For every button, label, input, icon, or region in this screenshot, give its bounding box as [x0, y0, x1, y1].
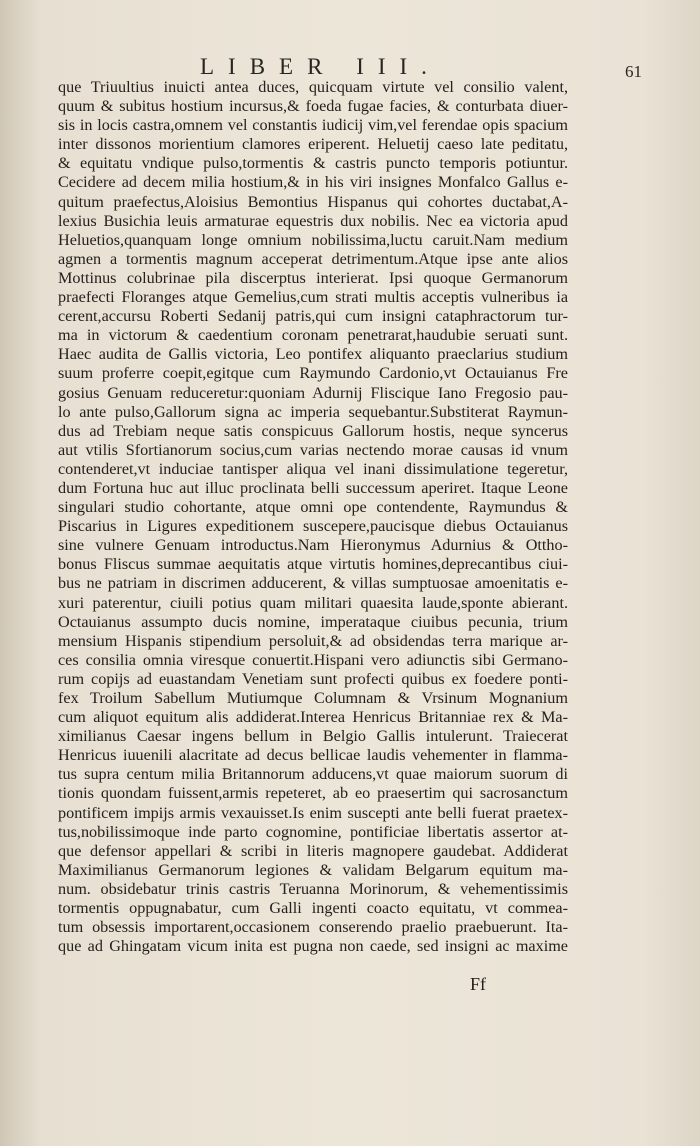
- text-line: Piscarius in Ligures expeditionem suscepere,paucisque diebus Octauianus: [58, 517, 568, 536]
- text-line: Heluetios,quanquam longe omnium nobilissima,luctu caruit.Nam medium: [58, 230, 568, 249]
- text-line: que Triuultius inuicti antea duces, quicquam virtute vel consilio valent,: [58, 78, 568, 96]
- text-line: dum Fortuna huc aut illuc proclinata belli successum aperiret. Itaque Leone: [58, 478, 568, 497]
- text-line: inter dissonos morientium clamores eriperent. Heluetij caeso late peditatu,: [58, 135, 568, 154]
- text-line: & equitatu vndique pulso,tormentis & castris puncto temporis potiuntur.: [58, 154, 568, 173]
- text-line: gosius Genuam reduceretur:quoniam Adurnij Fliscique Iano Fregosio pau-: [58, 383, 568, 402]
- text-line: mensium Hispanis stipendium persoluit,& ad obsidendas terra marique ar-: [58, 631, 568, 650]
- text-line: praefecti Floranges atque Gemelius,cum strati multis acceptis vulneribus ia: [58, 288, 568, 307]
- text-line: Maximilianus Germanorum legiones & validam Belgarum equitum ma-: [58, 860, 568, 879]
- text-line: Henricus iuuenili alacritate ad decus bellicae laudis vehementer in flamma-: [58, 746, 568, 765]
- text-line: cerent,accursu Roberti Sedanij patris,qui cum insigni cataphractorum tur-: [58, 307, 568, 326]
- text-line: bus ne patriam in discrimen adducerent, & villas sumptuosae amoenitatis e-: [58, 574, 568, 593]
- text-line: lexius Busichia leuis armaturae equestris dux nobilis. Nec ea victoria apud: [58, 211, 568, 230]
- running-head: LIBER III.: [200, 54, 441, 79]
- page-number: 61: [625, 62, 642, 81]
- text-line: fex Troilum Sabellum Mutiumque Columnam & Vrsinum Mognanium: [58, 689, 568, 707]
- text-line: que ad Ghingatam vicum inita est pugna non caede, sed insigni ac maxime: [58, 937, 568, 956]
- text-line: agmen a tormentis magnum acceperat detrimentum.Atque ipse ante alios: [58, 249, 568, 268]
- text-line: tum obsessis importarent,occasionem conserendo praelio praebuerunt. Ita-: [58, 918, 568, 937]
- text-line: ximilianus Caesar ingens bellum in Belgio Gallis intulerunt. Traiecerat: [58, 727, 568, 746]
- text-line: Mottinus colubrinae pila discerptus interierat. Ipsi quoque Germanorum: [58, 268, 568, 287]
- text-line: quum & subitus hostium incursus,& foeda fugae facies, & conturbata diuer-: [58, 97, 568, 116]
- body-text: [58, 78, 568, 956]
- text-line: aut vtilis Sfortianorum socius,cum varias nectendo morae causas id vnum: [58, 440, 568, 459]
- text-line: sis in locis castra,omnem vel constantis iudicij vim,vel ferendae opis spacium: [58, 116, 568, 135]
- text-line: bonus Fliscus summae aequitatis atque virtutis homines,deprecantibus ciui-: [58, 555, 568, 574]
- text-line: que defensor appellari & scribi in literis magnopere gaudebat. Addiderat: [58, 841, 568, 860]
- text-line: suum proferre coepit,egitque cum Raymundo Cardonio,vt Octauianus Fre: [58, 364, 568, 383]
- text-line: contenderet,vt induciae tantisper aliqua vel inani dissimulatione tegeretur,: [58, 459, 568, 478]
- text-line: cum aliquot equitum alis addiderat.Interea Henricus Britanniae rex & Ma-: [58, 708, 568, 727]
- text-line: pontificem impijs armis vexauisset.Is enim suscepti ante belli fuerat praetex-: [58, 803, 568, 822]
- text-line: ces consilia omnia viresque conuertit.Hispani vero adiunctis sibi Germano-: [58, 650, 568, 669]
- text-line: ma in victorum & caedentium coronam penetrarat,haudubie seruati sunt.: [58, 326, 568, 345]
- text-line: tionis quondam fuissent,armis repeteret, ab eo praesertim qui sacrosanctum: [58, 784, 568, 803]
- text-line: Cecidere ad decem milia hostium,& in his viri insignes Monfalco Gallus e-: [58, 173, 568, 192]
- text-line: num. obsidebatur trinis castris Teruanna Morinorum, & vehementissimis: [58, 879, 568, 898]
- text-line: lo ante pulso,Gallorum signa ac imperia sequebantur.Substiterat Raymun-: [58, 402, 568, 421]
- text-line: singulari studio cohortante, atque omni ope contendente, Raymundus &: [58, 498, 568, 517]
- text-line: rum copijs ad euastandam Venetiam sunt profecti quibus ex foedere ponti-: [58, 669, 568, 688]
- text-line: quitum praefectus,Aloisius Bemontius Hispanus qui cohortes ductabat,A-: [58, 192, 568, 211]
- text-line: tus supra centum milia Britannorum adducens,vt quae maiorum suorum di: [58, 765, 568, 784]
- text-line: tus,nobilissimoque inde parto cognomine, pontificiae libertatis assertor at-: [58, 822, 568, 841]
- text-line: sine vulnere Genuam introductus.Nam Hieronymus Adurnius & Ottho-: [58, 536, 568, 555]
- signature-mark: Ff: [470, 974, 487, 994]
- text-line: dus ad Trebiam neque satis conspicuus Gallorum hostis, neque syncerus: [58, 421, 568, 440]
- text-line: xuri paterentur, ciuili potius quam militari quaesita laude,sponte abierant.: [58, 593, 568, 612]
- text-line: Octauianus assumpto ducis nomine, imperataque ciuibus pecunia, trium: [58, 612, 568, 631]
- text-line: tormentis oppugnabatur, cum Galli ingenti coacto equitatu, vt commea-: [58, 899, 568, 918]
- text-line: Haec audita de Gallis victoria, Leo pontifex aliquanto praeclarius studium: [58, 345, 568, 364]
